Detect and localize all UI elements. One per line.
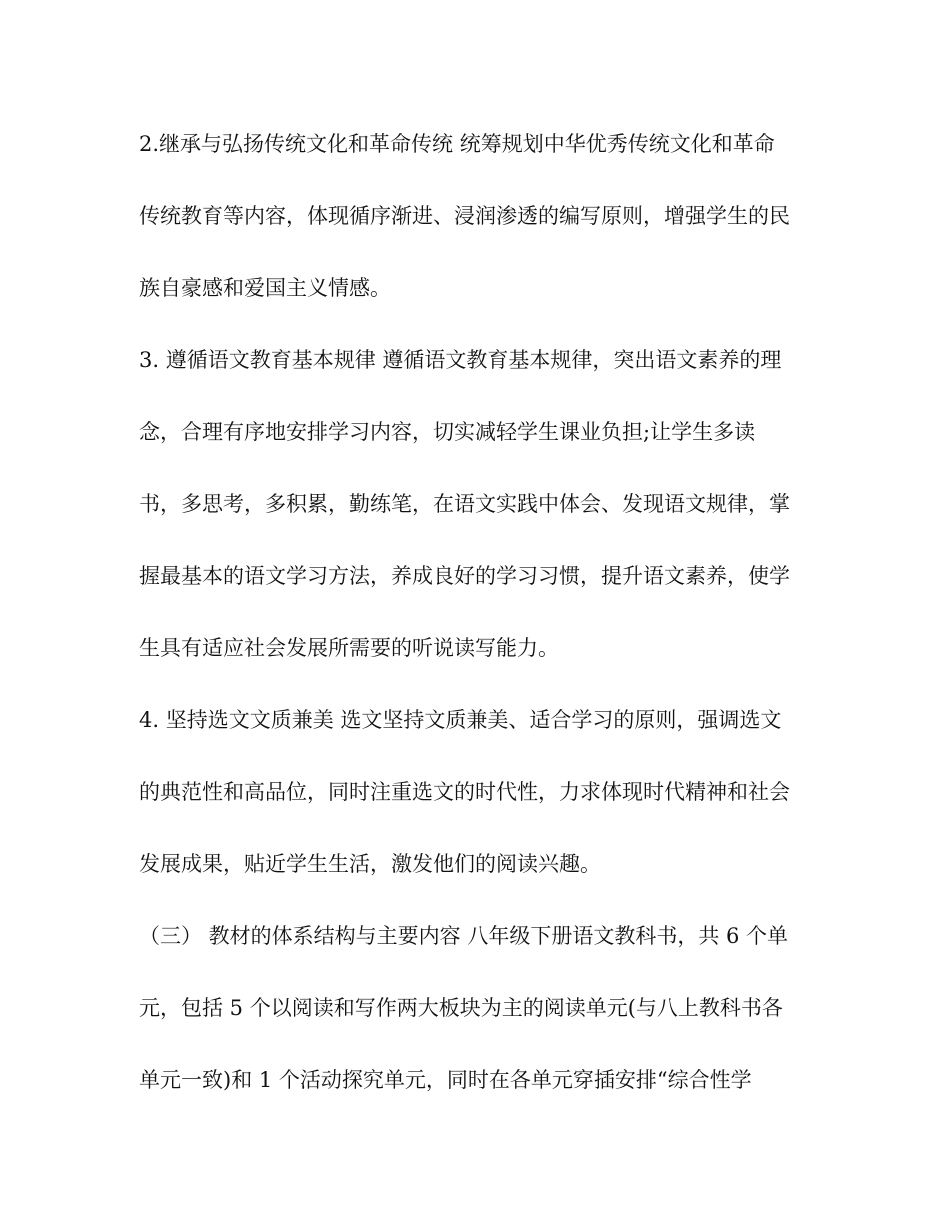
text-line: 元，包括 5 个以阅读和写作两大板块为主的阅读单元(与八上教科书各 — [139, 996, 783, 1020]
text-line: 念，合理有序地安排学习内容，切实减轻学生课业负担;让学生多读 — [139, 420, 756, 444]
text-line: 4. 坚持选文文质兼美 选文坚持文质兼美、适合学习的原则，强调选文 — [139, 708, 782, 732]
text-line: 3. 遵循语文教育基本规律 遵循语文教育基本规律，突出语文素养的理 — [139, 348, 782, 372]
text-line: 握最基本的语文学习方法，养成良好的学习习惯，提升语文素养，使学 — [139, 564, 790, 588]
text-line: 书，多思考，多积累，勤练笔，在语文实践中体会、发现语文规律，掌 — [139, 492, 790, 516]
text-line: 族自豪感和爱国主义情感。 — [139, 276, 391, 300]
text-line: （三） 教材的体系结构与主要内容 八年级下册语文教科书，共 6 个单 — [139, 924, 789, 948]
text-line: 的典范性和高品位，同时注重选文的时代性，力求体现时代精神和社会 — [139, 780, 790, 804]
body-text — [139, 120, 819, 1128]
text-line: 生具有适应社会发展所需要的听说读写能力。 — [139, 636, 559, 660]
text-line: 单元一致)和 1 个活动探究单元，同时在各单元穿插安排“综合性学 — [139, 1068, 752, 1092]
text-line: 2.继承与弘扬传统文化和革命传统 统筹规划中华优秀传统文化和革命 — [139, 132, 775, 156]
text-line: 发展成果，贴近学生生活，激发他们的阅读兴趣。 — [139, 852, 601, 876]
text-line: 传统教育等内容，体现循序渐进、浸润渗透的编写原则，增强学生的民 — [139, 204, 790, 228]
